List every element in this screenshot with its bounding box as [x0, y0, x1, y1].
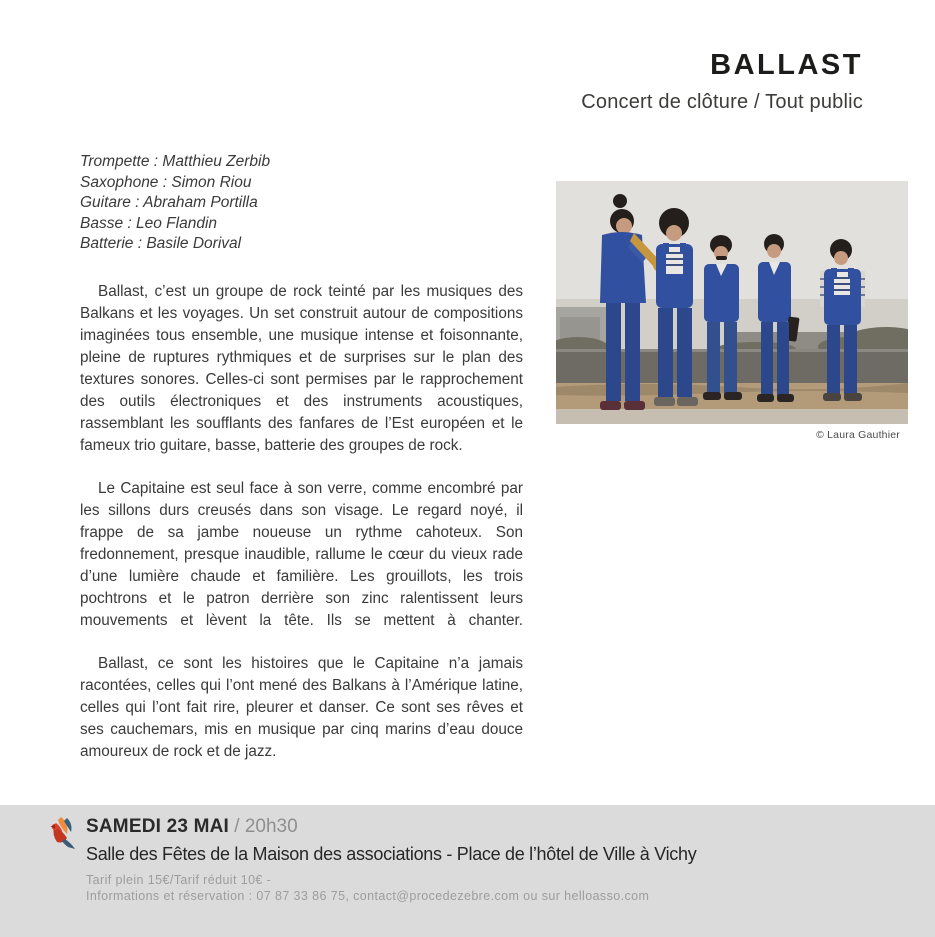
event-contact-info: Informations et réservation : 07 87 33 86 75, contact@procedezebre.com ou sur helloasso.com [86, 889, 650, 903]
lineup-item-bass: Basse : Leo Flandin [80, 214, 218, 232]
band-photo-illustration [556, 181, 908, 424]
event-pricing: Tarif plein 15€/Tarif réduit 10€ - [86, 873, 272, 887]
page-subtitle: Concert de clôture / Tout public [581, 90, 863, 113]
event-date: SAMEDI 23 MAI [86, 816, 230, 837]
event-datetime [86, 816, 696, 838]
body-copy [80, 281, 523, 784]
event-footer [0, 805, 935, 937]
event-time: 20h30 [244, 816, 298, 837]
event-venue: Salle des Fêtes de la Maison des associations - Place de l’hôtel de Ville à Vichy [86, 844, 697, 864]
paragraph-capitaine-story: Le Capitaine est seul face à son verre, comme encombré par les sillons durs creusés dans son visage. Le regard noyé, il frappe de sa jambe noueuse un rythme cahoteux. Son fredonnement, presque inaudible, rallume le cœur du vieux rade d’une lumière chaude et familière. Les grouillots, les trois pochtrons et le patron derrière son zinc ralentissent leurs mouvements et lèvent la tête. Ils se mettent à chanter. [80, 480, 523, 629]
band-photo [556, 181, 908, 424]
lineup-item-saxophone: Saxophone : Simon Riou [80, 173, 252, 191]
page-title: BALLAST [710, 49, 863, 81]
photo-credit: © Laura Gauthier [816, 429, 900, 441]
lineup-item-trumpet: Trompette : Matthieu Zerbib [80, 153, 271, 170]
page-header [581, 50, 863, 114]
datetime-separator: / [234, 816, 240, 837]
lineup-item-guitar: Guitare : Abraham Portilla [80, 194, 258, 212]
paragraph-band-presentation: Ballast, c’est un groupe de rock teinté par les musiques des Balkans et les voyages. Un set construit autour de compositions imaginées tous ensemble, une musique intense et foisonnante, pleine de ruptures rythmiques et de surprises sur le plan des textures sonores. Celles-ci sont permises par le rapprochement des outils électroniques et des instruments acoustiques, rassemblant les soufflants des fanfares de l’Est européen et le fameux trio guitare, basse, batterie des groupes de rock. [80, 283, 523, 454]
band-lineup [80, 152, 270, 255]
paragraph-ballast-stories: Ballast, ce sont les histoires que le Capitaine n’a jamais racontées, celles qui l’ont mené des Balkans à l’Amérique latine, celles qui l’ont fait rire, pleurer et danser. Ce sont ses rêves et ses cauchemars, mis en musique par cinq marins d’eau douce amoureux de rock et de jazz. [80, 655, 523, 760]
bird-logo-icon [50, 817, 78, 849]
lineup-item-drums: Batterie : Basile Dorival [80, 235, 242, 253]
event-details [86, 816, 696, 904]
